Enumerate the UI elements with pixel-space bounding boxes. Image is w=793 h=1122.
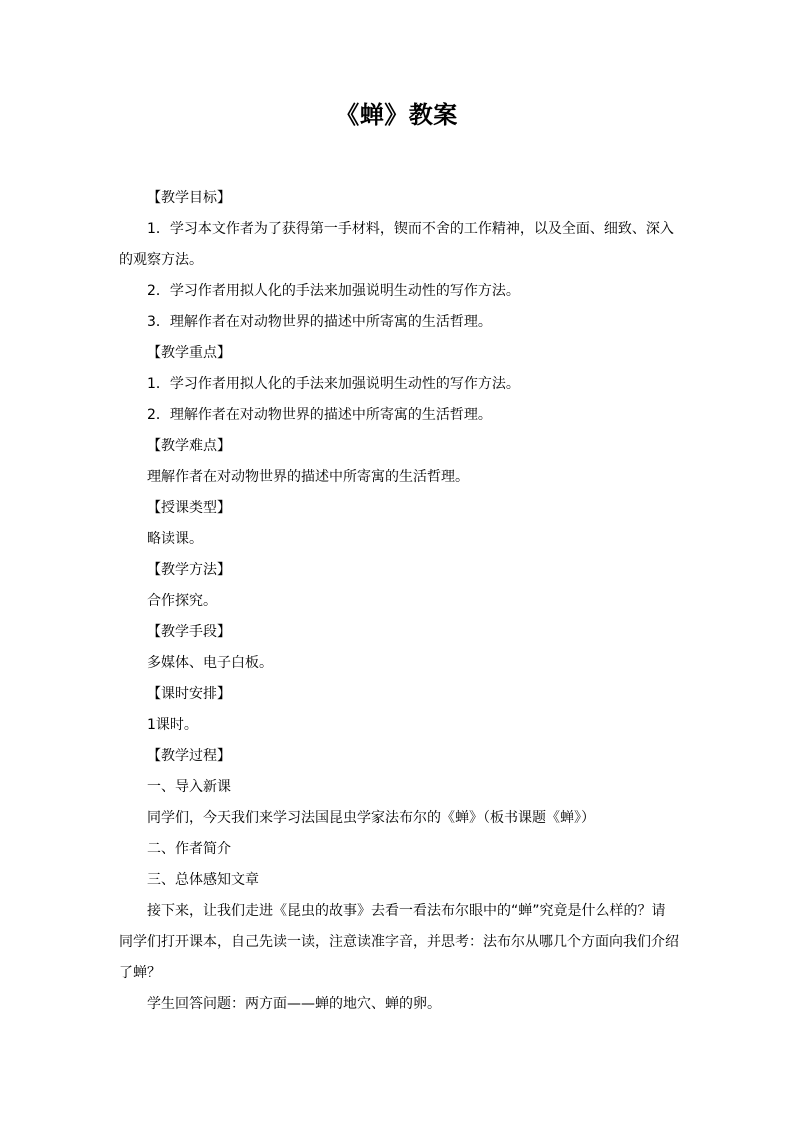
goal-item-1: 1．学习本文作者为了获得第一手材料，锲而不舍的工作精神，以及全面、细致、深入的观察方法。 bbox=[119, 221, 674, 268]
goals-heading: 【教学目标】 bbox=[147, 190, 231, 206]
schedule-heading: 【课时安排】 bbox=[147, 686, 231, 702]
method-text: 合作探究。 bbox=[147, 593, 217, 609]
process-overview-heading: 三、总体感知文章 bbox=[147, 872, 259, 888]
document-body bbox=[119, 183, 679, 1020]
lesson-type-heading: 【授课类型】 bbox=[147, 500, 231, 516]
schedule-text: 1课时。 bbox=[147, 717, 198, 733]
difficulties-heading: 【教学难点】 bbox=[147, 438, 231, 454]
document-title: 《蝉》教案 bbox=[335, 101, 458, 129]
means-heading: 【教学手段】 bbox=[147, 624, 231, 640]
process-answer-text: 学生回答问题：两方面——蝉的地穴、蝉的卵。 bbox=[147, 996, 441, 1012]
goal-item-2: 2．学习作者用拟人化的手法来加强说明生动性的写作方法。 bbox=[147, 283, 520, 299]
difficulties-text: 理解作者在对动物世界的描述中所寄寓的生活哲理。 bbox=[147, 469, 469, 485]
key-point-item-2: 2．理解作者在对动物世界的描述中所寄寓的生活哲理。 bbox=[147, 407, 492, 423]
method-heading: 【教学方法】 bbox=[147, 562, 231, 578]
key-point-item-1: 1．学习作者用拟人化的手法来加强说明生动性的写作方法。 bbox=[147, 376, 520, 392]
lesson-type-text: 略读课。 bbox=[147, 531, 203, 547]
key-points-heading: 【教学重点】 bbox=[147, 345, 231, 361]
process-overview-text: 接下来，让我们走进《昆虫的故事》去看一看法布尔眼中的“蝉”究竟是什么样的？请同学们打开课本，自己先读一读，注意读准字音，并思考：法布尔从哪几个方面向我们介绍了蝉？ bbox=[119, 903, 679, 981]
process-author-heading: 二、作者简介 bbox=[147, 841, 231, 857]
process-intro-heading: 一、导入新课 bbox=[147, 779, 231, 795]
means-text: 多媒体、电子白板。 bbox=[147, 655, 273, 671]
process-intro-text: 同学们，今天我们来学习法国昆虫学家法布尔的《蝉》（板书课题《蝉》） bbox=[147, 810, 595, 826]
process-heading: 【教学过程】 bbox=[147, 748, 231, 764]
goal-item-3: 3．理解作者在对动物世界的描述中所寄寓的生活哲理。 bbox=[147, 314, 492, 330]
